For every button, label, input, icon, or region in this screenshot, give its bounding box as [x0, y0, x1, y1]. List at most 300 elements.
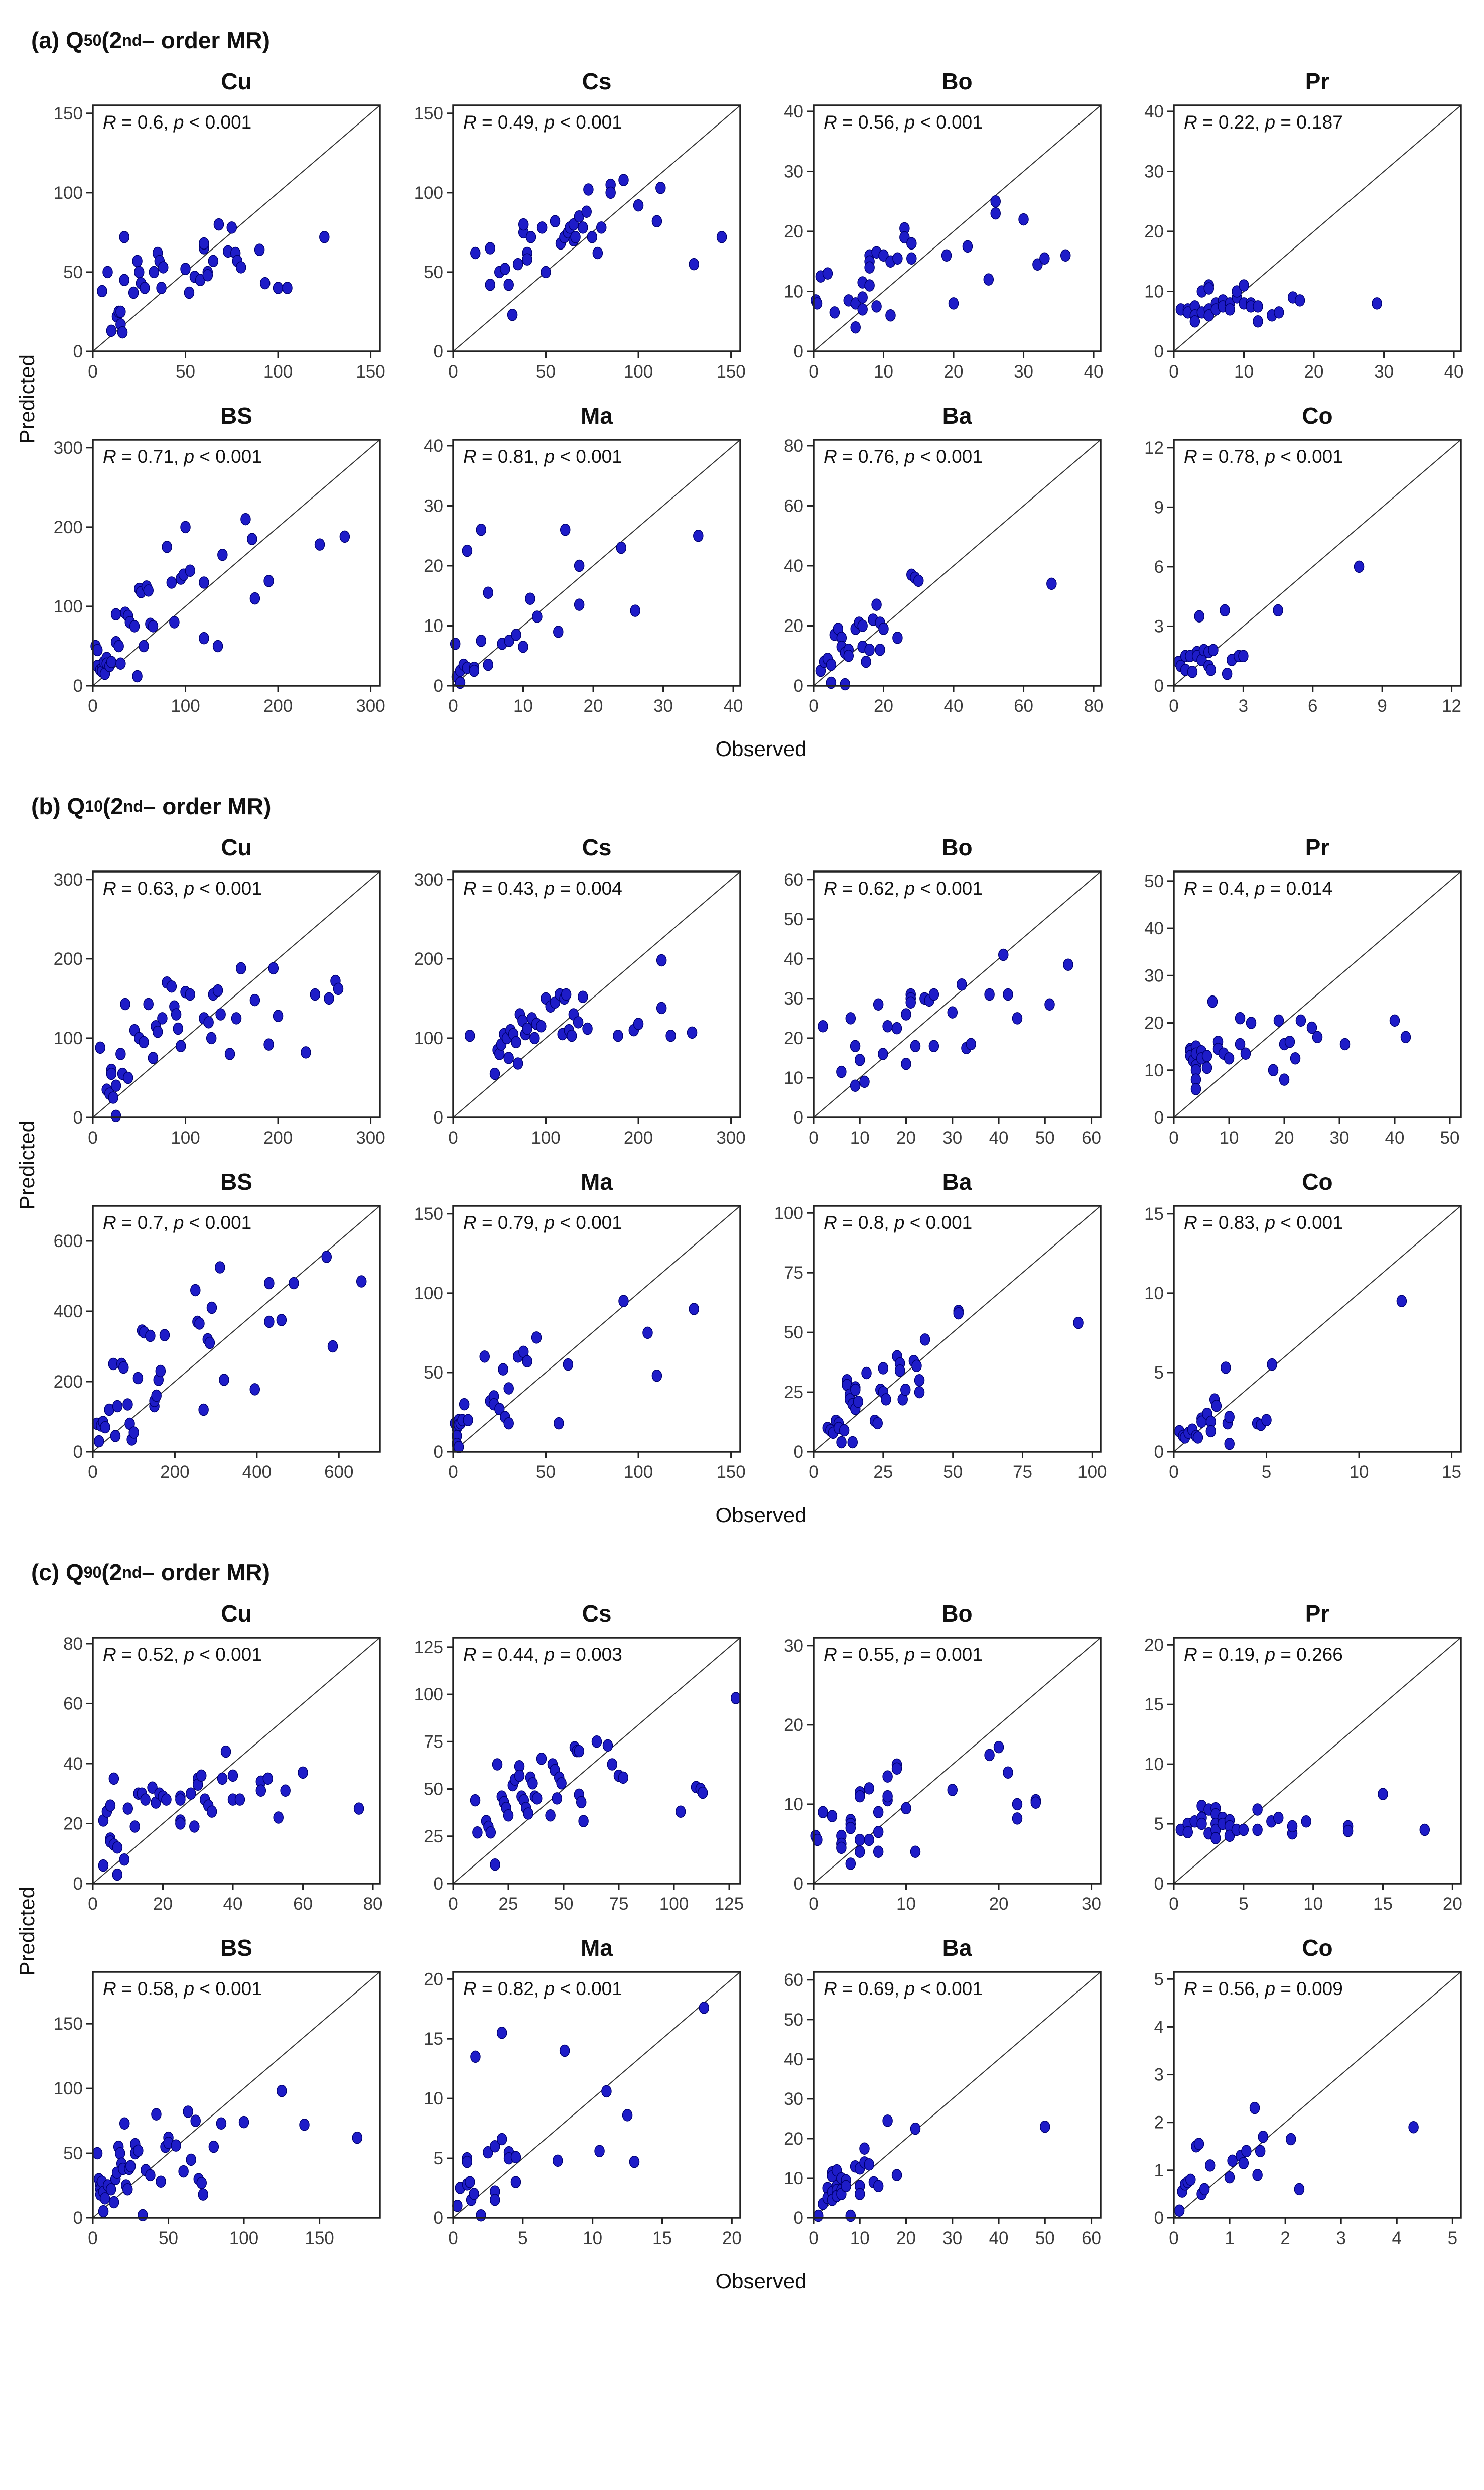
data-point: [322, 1251, 331, 1263]
y-tick-label: 100: [53, 596, 83, 616]
y-tick-label: 0: [793, 1442, 803, 1462]
data-point: [170, 616, 179, 628]
data-point: [883, 1791, 892, 1802]
x-tick-label: 0: [1169, 362, 1179, 382]
y-tick-label: 40: [63, 1754, 83, 1774]
data-point: [123, 1072, 133, 1083]
data-point: [841, 2180, 851, 2192]
x-tick-label: 100: [171, 696, 200, 716]
data-point: [247, 533, 257, 545]
data-point: [205, 1337, 214, 1349]
data-point: [289, 1278, 299, 1289]
stats-r-value: = 0.43,: [476, 878, 545, 899]
identity-line: [453, 440, 740, 686]
data-point: [818, 1806, 828, 1818]
subplot-title: Ba: [942, 1935, 972, 1961]
y-tick-label: 100: [53, 183, 83, 203]
data-point: [1197, 1818, 1206, 1830]
identity-line: [814, 1206, 1101, 1452]
stats-r-symbol: R: [824, 878, 837, 899]
data-point: [872, 599, 881, 610]
y-tick-label: 10: [424, 616, 443, 636]
data-point: [149, 266, 159, 278]
stats-p-symbol: p: [1265, 1644, 1276, 1665]
stats-p-value: = 0.001: [915, 1644, 983, 1665]
data-point: [563, 1359, 573, 1371]
stats-p-value: < 0.001: [184, 112, 252, 133]
data-point: [511, 629, 521, 641]
subplot-cell-c-Cu: [41, 1598, 398, 1930]
x-tick-label: 0: [1169, 1462, 1179, 1482]
data-point: [858, 292, 867, 303]
x-tick-label: 0: [448, 1462, 458, 1482]
subplot-cell-c-Co: [1122, 1933, 1479, 2264]
x-tick-label: 10: [513, 696, 533, 716]
data-point: [116, 658, 125, 669]
data-point: [1225, 1438, 1234, 1450]
data-point: [219, 1374, 229, 1386]
subplot-title: Ma: [581, 1935, 613, 1961]
data-point: [511, 2176, 520, 2188]
data-point: [213, 640, 223, 652]
scatter-plot-Cu: [41, 1598, 398, 1930]
data-point: [301, 1047, 311, 1058]
data-point: [277, 2085, 287, 2097]
data-point: [920, 1334, 930, 1345]
x-tick-label: 10: [896, 1894, 916, 1914]
data-point: [138, 2209, 148, 2221]
data-point: [1047, 578, 1056, 589]
data-point: [874, 1846, 883, 1857]
data-point: [862, 1367, 871, 1379]
stats-p-value: < 0.001: [915, 112, 983, 133]
data-point: [688, 1027, 697, 1038]
x-tick-label: 30: [1374, 362, 1394, 382]
data-point: [1253, 1804, 1262, 1815]
x-tick-label: 5: [1239, 1894, 1249, 1914]
stats-p-value: < 0.001: [194, 446, 262, 467]
data-point: [215, 1262, 225, 1273]
data-point: [910, 2123, 920, 2135]
data-point: [1262, 1414, 1271, 1426]
data-point: [162, 541, 172, 553]
data-point: [167, 981, 176, 992]
data-point: [109, 2197, 119, 2208]
data-point: [208, 255, 218, 267]
data-point: [95, 1042, 105, 1053]
data-point: [893, 253, 902, 264]
data-point: [873, 1417, 882, 1429]
data-point: [994, 1741, 1004, 1753]
y-tick-label: 125: [414, 1637, 443, 1657]
data-point: [1401, 1031, 1411, 1043]
data-point: [1191, 1083, 1201, 1095]
x-tick-label: 200: [160, 1462, 190, 1482]
identity-line: [1174, 1972, 1461, 2218]
scatter-plot-Bo: [761, 1598, 1119, 1930]
x-tick-label: 100: [1077, 1462, 1107, 1482]
y-tick-label: 5: [1154, 1969, 1164, 1989]
data-point: [1242, 2145, 1251, 2157]
data-point: [578, 991, 588, 1003]
data-point: [132, 255, 142, 267]
y-tick-label: 40: [1144, 101, 1164, 121]
stats-r-value: = 0.76,: [837, 446, 905, 467]
data-point: [878, 1362, 888, 1374]
data-point: [557, 1778, 566, 1789]
stats-r-symbol: R: [463, 1978, 477, 1999]
scatter-plot-Co: [1122, 1167, 1479, 1498]
data-point: [144, 998, 153, 1010]
identity-line: [814, 105, 1101, 351]
x-tick-label: 0: [808, 1462, 819, 1482]
data-point: [948, 1007, 957, 1018]
data-point: [851, 1040, 860, 1052]
data-point: [264, 1039, 274, 1050]
data-point: [1019, 214, 1028, 225]
data-point: [561, 524, 570, 536]
data-point: [1031, 1797, 1040, 1808]
stats-p-symbol: p: [544, 1978, 555, 1999]
stats-r-value: = 0.22,: [1197, 112, 1265, 133]
data-point: [498, 1363, 508, 1375]
stats-r-symbol: R: [463, 1644, 477, 1665]
stats-r-value: = 0.83,: [1197, 1212, 1265, 1233]
stats-r-symbol: R: [824, 446, 837, 467]
data-point: [354, 1803, 364, 1814]
data-point: [462, 545, 472, 557]
data-point: [111, 1110, 121, 1122]
data-point: [111, 1080, 121, 1091]
x-tick-label: 2: [1280, 2228, 1290, 2248]
y-tick-label: 0: [433, 1108, 443, 1128]
data-point: [1175, 2205, 1184, 2216]
data-point: [623, 2109, 632, 2121]
stats-r-value: = 0.63,: [116, 878, 184, 899]
data-point: [554, 626, 563, 638]
data-point: [907, 237, 916, 249]
data-point: [132, 671, 142, 682]
data-point: [966, 1038, 976, 1050]
stats-p-symbol: p: [544, 1212, 555, 1233]
identity-line: [814, 1972, 1101, 2218]
y-tick-label: 12: [1144, 438, 1164, 458]
data-point: [123, 1803, 132, 1814]
y-tick-label: 30: [784, 988, 803, 1009]
y-tick-label: 300: [414, 869, 443, 890]
y-tick-label: 20: [63, 1814, 83, 1834]
data-point: [929, 989, 938, 1001]
data-point: [260, 278, 270, 289]
y-tick-label: 0: [1154, 342, 1164, 361]
x-tick-label: 3: [1238, 696, 1249, 716]
x-tick-label: 300: [716, 1128, 746, 1148]
data-point: [910, 1040, 920, 1052]
stats-r-value: = 0.55,: [837, 1644, 905, 1665]
stats-r-value: = 0.58,: [116, 1978, 184, 1999]
stats-r-value: = 0.4,: [1197, 878, 1255, 899]
subplot-title: Cu: [221, 834, 252, 860]
data-point: [827, 1810, 837, 1822]
stats-p-symbol: p: [1265, 1212, 1276, 1233]
data-point: [855, 1834, 865, 1846]
data-point: [213, 985, 223, 997]
data-point: [300, 2119, 309, 2131]
data-point: [221, 1746, 231, 1758]
data-point: [324, 992, 334, 1004]
data-point: [525, 593, 535, 604]
subplot-cell-b-Co: [1122, 1167, 1479, 1498]
data-point: [957, 979, 967, 990]
y-tick-label: 10: [1144, 1283, 1164, 1303]
data-point: [893, 632, 902, 644]
stats-text: [824, 112, 983, 133]
y-tick-label: 400: [53, 1302, 83, 1321]
x-tick-label: 150: [356, 362, 385, 382]
x-tick-label: 125: [714, 1894, 744, 1914]
data-point: [455, 677, 465, 689]
data-point: [111, 608, 121, 620]
data-point: [592, 1736, 602, 1748]
data-point: [235, 1794, 244, 1805]
data-point: [1211, 1400, 1221, 1412]
panel-b: [13, 787, 1479, 1530]
x-tick-label: 40: [1444, 362, 1464, 382]
x-tick-label: 30: [653, 696, 673, 716]
subplot-title: Cu: [221, 1600, 252, 1627]
data-point: [513, 1058, 523, 1069]
data-point: [874, 2180, 883, 2192]
subplot-cell-b-Bo: [761, 832, 1119, 1164]
scatter-plot-Pr: [1122, 832, 1479, 1164]
data-point: [515, 1770, 524, 1782]
data-point: [666, 1030, 676, 1042]
data-point: [1200, 2183, 1209, 2195]
y-tick-label: 50: [784, 2010, 803, 2030]
stats-p-value: = 0.014: [1265, 878, 1333, 899]
y-tick-label: 50: [784, 1323, 803, 1343]
data-point: [333, 983, 343, 994]
data-point: [340, 531, 349, 542]
data-point: [100, 1422, 110, 1433]
data-point: [1236, 1013, 1245, 1024]
stats-r-symbol: R: [824, 112, 837, 133]
subplot-title: Cs: [582, 1600, 612, 1627]
panel-title-sub: 50: [83, 31, 102, 49]
y-tick-label: 0: [73, 1442, 83, 1462]
subplot-cell-b-BS: [41, 1167, 398, 1498]
data-point: [1225, 2172, 1235, 2183]
x-tick-label: 75: [1013, 1462, 1032, 1482]
x-tick-label: 60: [1082, 1128, 1102, 1148]
x-tick-label: 20: [896, 2228, 916, 2248]
y-axis-label: [13, 66, 41, 732]
y-tick-label: 30: [1144, 966, 1164, 986]
data-point: [152, 2108, 161, 2120]
y-tick-label: 15: [424, 2029, 443, 2049]
subplot-cell-c-Ma: [401, 1933, 758, 2264]
y-axis-label-text: Predicted: [15, 1887, 39, 1976]
data-point: [949, 298, 959, 309]
data-point: [497, 2134, 507, 2145]
data-point: [156, 2176, 166, 2187]
data-point: [490, 2194, 500, 2206]
identity-line: [93, 1638, 380, 1884]
y-tick-label: 300: [53, 869, 83, 890]
y-tick-label: 30: [784, 162, 803, 182]
x-axis-label: Observed: [715, 1503, 807, 1527]
data-point: [153, 1026, 163, 1038]
y-tick-label: 40: [784, 949, 803, 969]
stats-p-value: = 0.187: [1275, 112, 1343, 133]
x-tick-label: 0: [88, 2228, 98, 2248]
data-point: [94, 1436, 104, 1447]
stats-r-symbol: R: [103, 1644, 116, 1665]
data-point: [593, 247, 602, 259]
x-axis-label: Observed: [715, 2269, 807, 2293]
y-tick-label: 100: [53, 2079, 83, 2099]
data-point: [602, 2085, 611, 2097]
y-tick-label: 20: [1144, 1635, 1164, 1655]
data-point: [119, 274, 129, 286]
data-point: [241, 514, 250, 525]
data-point: [1012, 1798, 1022, 1810]
data-point: [167, 577, 176, 588]
stats-r-value: = 0.62,: [837, 878, 905, 899]
data-point: [1040, 253, 1049, 264]
y-tick-label: 40: [784, 2049, 803, 2069]
data-point: [619, 1295, 628, 1307]
subplot-cell-a-BS: [41, 401, 398, 732]
data-point: [1061, 250, 1070, 261]
y-tick-label: 50: [424, 1362, 443, 1383]
stats-text: [103, 1978, 262, 1999]
y-tick-label: 0: [73, 2208, 83, 2228]
stats-p-value: < 0.001: [555, 446, 622, 467]
stats-text: [1184, 112, 1343, 133]
y-tick-label: 100: [414, 1685, 443, 1705]
y-tick-label: 0: [1154, 1874, 1164, 1894]
data-point: [1247, 1017, 1256, 1029]
identity-line: [453, 1972, 740, 2218]
stats-r-symbol: R: [1184, 1212, 1197, 1233]
data-point: [1194, 2138, 1203, 2150]
data-point: [522, 1023, 532, 1034]
stats-r-symbol: R: [103, 1978, 116, 1999]
data-point: [185, 565, 195, 576]
scatter-plot-Cu: [41, 66, 398, 398]
data-point: [892, 1763, 902, 1774]
stats-p-symbol: p: [184, 1644, 195, 1665]
y-tick-label: 20: [424, 556, 443, 576]
data-point: [550, 215, 560, 227]
subplot-cell-b-Pr: [1122, 832, 1479, 1164]
y-tick-label: 10: [1144, 1755, 1164, 1775]
panel-title-sup: nd: [122, 31, 142, 49]
data-point: [840, 1425, 849, 1436]
data-point: [493, 1759, 502, 1770]
data-point: [652, 1370, 661, 1382]
data-point: [1225, 304, 1235, 315]
data-point: [490, 1859, 500, 1871]
stats-r-value: = 0.69,: [837, 1978, 905, 1999]
data-point: [1253, 2169, 1262, 2181]
data-point: [1208, 996, 1218, 1008]
stats-p-value: = 0.009: [1275, 1978, 1343, 1999]
stats-r-symbol: R: [824, 1978, 837, 1999]
stats-r-value: = 0.81,: [476, 446, 545, 467]
data-point: [1295, 295, 1305, 306]
stats-text: [463, 112, 622, 133]
panel-title-mid: (2: [101, 1559, 122, 1585]
x-tick-label: 50: [554, 1894, 574, 1914]
stats-r-symbol: R: [463, 878, 477, 899]
data-point: [97, 285, 107, 297]
stats-text: [463, 446, 622, 467]
data-point: [1253, 1824, 1262, 1835]
panel-title-mid: (2: [102, 793, 123, 819]
subplot-cell-c-Ba: [761, 1933, 1119, 2264]
data-point: [1221, 1362, 1231, 1374]
data-point: [1012, 1013, 1022, 1024]
data-point: [1202, 1062, 1212, 1074]
y-tick-label: 20: [424, 1969, 443, 1989]
data-point: [855, 1054, 865, 1066]
y-tick-label: 10: [784, 2168, 803, 2188]
data-point: [1258, 2131, 1268, 2143]
x-tick-label: 15: [1442, 1462, 1462, 1482]
stats-p-value: = 0.003: [555, 1644, 622, 1665]
stats-text: [1184, 446, 1343, 467]
y-tick-label: 60: [784, 1970, 803, 1990]
data-point: [643, 1327, 652, 1338]
scatter-plot-BS: [41, 401, 398, 732]
subplot-cell-a-Cs: [401, 66, 758, 398]
y-tick-label: 80: [784, 436, 803, 456]
data-point: [485, 279, 495, 291]
stats-p-value: < 0.001: [555, 1978, 622, 1999]
x-tick-label: 300: [356, 696, 385, 716]
data-point: [546, 1810, 555, 1821]
data-point: [851, 1384, 860, 1396]
x-tick-label: 20: [943, 362, 964, 382]
data-point: [134, 266, 144, 278]
data-point: [465, 2176, 475, 2188]
data-point: [874, 1806, 883, 1818]
data-point: [207, 1032, 216, 1044]
x-tick-label: 150: [716, 362, 746, 382]
x-tick-label: 20: [1274, 1128, 1294, 1148]
stats-text: [103, 1644, 262, 1665]
data-point: [157, 282, 166, 294]
x-tick-label: 50: [536, 362, 556, 382]
x-tick-label: 5: [518, 2228, 528, 2248]
data-point: [250, 994, 259, 1006]
data-point: [1073, 1317, 1083, 1329]
stats-r-value: = 0.7,: [116, 1212, 174, 1233]
data-point: [119, 231, 129, 243]
data-point: [119, 1854, 129, 1865]
x-tick-label: 0: [448, 362, 458, 382]
y-tick-label: 20: [784, 1715, 803, 1735]
y-tick-label: 10: [784, 1794, 803, 1814]
data-point: [657, 955, 666, 966]
data-point: [851, 322, 860, 333]
data-point: [473, 1827, 482, 1838]
data-point: [232, 1013, 241, 1024]
data-point: [892, 1023, 902, 1034]
x-tick-label: 0: [808, 362, 819, 382]
